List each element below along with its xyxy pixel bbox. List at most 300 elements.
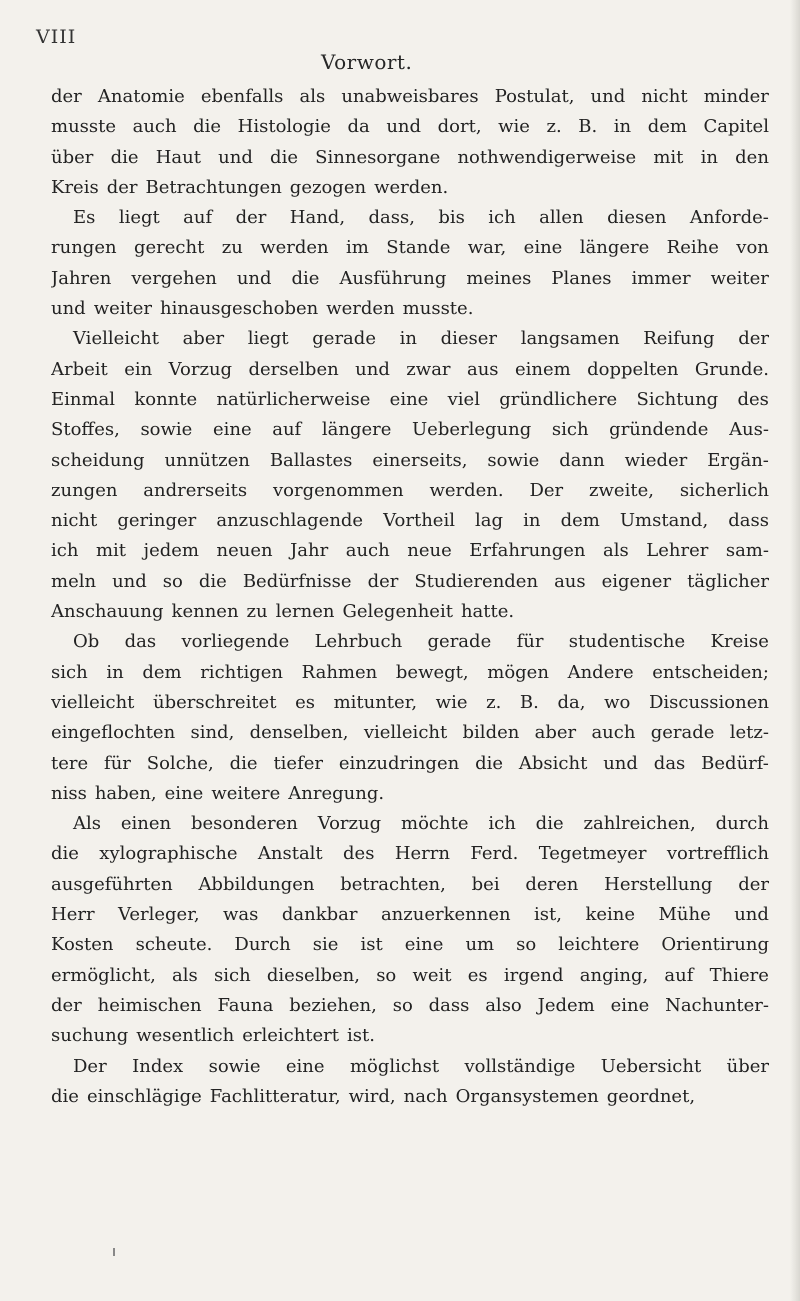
text-line: [51, 112, 769, 142]
word: der: [51, 86, 82, 107]
word: Kosten: [51, 934, 114, 956]
word: Vielleicht: [73, 328, 159, 350]
word: anzuerkennen: [380, 904, 511, 926]
word: die: [270, 146, 298, 168]
word: Aus-: [729, 419, 769, 441]
word: in: [399, 328, 417, 350]
word: hinausgeschoben: [160, 298, 319, 320]
word: eingeflochten: [51, 722, 176, 744]
word: Uebersicht: [600, 1055, 702, 1077]
word: vergehen: [131, 267, 217, 289]
word: tere: [51, 752, 89, 774]
word: bilden: [462, 722, 520, 744]
word: letz-: [729, 722, 769, 744]
word: immer: [631, 267, 691, 289]
word: möchte: [401, 813, 469, 835]
word: den: [735, 146, 769, 168]
word: ebenfalls: [200, 86, 284, 107]
word: Erfahrungen: [469, 540, 586, 562]
word: gründlichere: [499, 388, 618, 410]
word: zu: [246, 601, 268, 623]
text-line: [51, 658, 769, 688]
word: keine: [585, 904, 636, 926]
word: langsamen: [520, 328, 620, 350]
word: einen: [120, 813, 172, 835]
word: durch: [715, 813, 769, 835]
word: und: [734, 904, 769, 926]
word: Kreise: [710, 631, 769, 653]
text-line: [51, 688, 769, 718]
word: Der: [73, 1055, 107, 1077]
word: ein: [124, 358, 153, 380]
word: als: [603, 540, 629, 562]
word: Herstellung: [604, 873, 713, 895]
word: das: [124, 631, 157, 653]
word: z.: [486, 691, 502, 713]
word: ich: [51, 540, 79, 562]
word: einerseits,: [372, 449, 468, 471]
word: sam-: [725, 540, 769, 562]
word: konnte: [134, 388, 198, 410]
word: die: [475, 752, 504, 774]
word: z.: [546, 116, 562, 138]
running-head: Vorwort.: [321, 50, 413, 74]
word: Vorzug: [317, 813, 382, 835]
word: sowie: [140, 419, 193, 441]
page-edge-shadow: [790, 0, 800, 1301]
word: ist,: [534, 904, 562, 926]
word: Lehrbuch: [314, 631, 403, 653]
word: diesen: [607, 207, 667, 229]
word: sowie: [208, 1055, 261, 1077]
word: musste: [51, 116, 117, 138]
word: Haut: [155, 146, 201, 168]
text-line: [51, 870, 769, 900]
word: Arbeit: [51, 358, 108, 380]
text-line: [51, 143, 769, 173]
word: anging,: [579, 964, 649, 986]
word: Thiere: [709, 964, 769, 986]
word: in: [523, 510, 541, 532]
word: der: [235, 207, 267, 229]
word: niss: [51, 782, 87, 804]
text-line: [51, 1052, 769, 1082]
word: gezogen: [289, 176, 367, 198]
text-line: [51, 536, 769, 566]
word: Anstalt: [257, 843, 323, 865]
word: werden.: [374, 176, 449, 198]
word: Herrn: [394, 843, 450, 865]
word: ermöglicht,: [51, 964, 156, 986]
word: vielleicht: [363, 722, 448, 744]
word: einzudringen: [338, 752, 460, 774]
text-line: [51, 233, 769, 263]
word: Reihe: [666, 237, 719, 259]
word: Fauna: [217, 994, 274, 1016]
word: und: [603, 752, 638, 774]
word: was: [223, 904, 259, 926]
word: Organsystemen: [455, 1085, 599, 1107]
word: sich: [51, 661, 88, 683]
word: zwar: [406, 358, 451, 380]
text-line: [51, 597, 769, 627]
word: suchung: [51, 1025, 129, 1047]
word: es: [467, 964, 488, 986]
word: ich: [488, 207, 516, 229]
word: betrachten,: [340, 873, 446, 895]
word: Bedürfnisse: [242, 570, 352, 592]
word: Grunde.: [694, 358, 769, 380]
word: die: [51, 1085, 79, 1107]
word: es: [295, 691, 315, 713]
word: die: [535, 813, 564, 835]
word: heimischen: [97, 994, 202, 1016]
word: dann: [559, 449, 605, 471]
word: mit: [95, 540, 126, 562]
word: Tegetmeyer: [538, 843, 647, 865]
word: zweite,: [589, 479, 654, 501]
word: auf: [664, 964, 694, 986]
word: nicht: [641, 86, 688, 107]
word: Der: [529, 479, 564, 501]
word: dem: [560, 510, 600, 532]
word: besonderen: [191, 813, 298, 835]
text-line: [51, 385, 769, 415]
word: Ueberlegung: [412, 419, 532, 441]
word: Gelegenheit: [342, 601, 453, 623]
word: B.: [519, 691, 539, 713]
word: aber: [182, 328, 225, 350]
word: Orientirung: [661, 934, 769, 956]
word: des: [737, 388, 769, 410]
word: geordnet,: [606, 1085, 696, 1107]
word: Umstand,: [619, 510, 709, 532]
word: Ballastes: [269, 449, 353, 471]
word: überschreitet: [153, 691, 277, 713]
word: ist: [360, 934, 383, 956]
word: Anatomie: [97, 86, 185, 107]
word: Ob: [73, 631, 100, 653]
word: natürlicherweise: [216, 388, 371, 410]
word: da: [347, 116, 370, 138]
word: dem: [142, 661, 182, 683]
word: kennen: [171, 601, 239, 623]
word: ich: [488, 813, 516, 835]
word: eine: [389, 388, 429, 410]
word: deren: [525, 873, 579, 895]
word: Sinnesorgane: [315, 146, 441, 168]
word: dieser: [440, 328, 498, 350]
word: sind,: [190, 722, 235, 744]
word: Anregung.: [288, 782, 385, 804]
word: von: [736, 237, 769, 259]
text-line: [51, 294, 769, 324]
word: ist.: [347, 1025, 375, 1047]
word: neue: [407, 540, 452, 562]
word: Sichtung: [636, 388, 719, 410]
word: sie: [312, 934, 339, 956]
word: zahlreichen,: [583, 813, 696, 835]
word: neuen: [216, 540, 273, 562]
word: meines: [466, 267, 532, 289]
word: andrerseits: [143, 479, 248, 501]
page-number: VIII: [36, 26, 77, 48]
word: täglicher: [687, 570, 769, 592]
word: lernen: [275, 601, 335, 623]
word: eine: [404, 934, 444, 956]
word: Anforde-: [689, 207, 769, 229]
text-line: [51, 718, 769, 748]
word: der: [106, 176, 138, 198]
word: und: [590, 86, 626, 107]
word: dass: [428, 994, 470, 1016]
text-line: [51, 203, 769, 233]
word: irgend: [503, 964, 564, 986]
word: Absicht: [518, 752, 588, 774]
word: Jahren: [51, 267, 112, 289]
word: Stoffes,: [51, 419, 120, 441]
word: Lehrer: [646, 540, 709, 562]
word: und: [218, 146, 253, 168]
word: Andere: [567, 661, 634, 683]
word: werden: [326, 298, 395, 320]
word: sowie: [487, 449, 540, 471]
word: dass: [728, 510, 769, 532]
word: dort,: [437, 116, 482, 138]
word: hatte.: [460, 601, 515, 623]
page-header: [36, 22, 766, 72]
word: und: [355, 358, 390, 380]
word: für: [104, 752, 131, 774]
word: bei: [471, 873, 500, 895]
word: mitunter,: [333, 691, 418, 713]
word: so: [392, 994, 413, 1016]
word: Herr: [51, 904, 95, 926]
text-line: [51, 627, 769, 657]
word: nicht: [51, 510, 98, 532]
word: auf: [272, 419, 302, 441]
print-speck: [113, 1248, 115, 1256]
word: die: [51, 843, 79, 865]
word: scheidung: [51, 449, 145, 471]
word: auch: [345, 540, 390, 562]
word: die: [291, 267, 320, 289]
word: gerade: [427, 631, 492, 653]
word: zu: [221, 237, 243, 259]
word: gerecht: [133, 237, 205, 259]
word: Fachlitteratur,: [209, 1085, 341, 1107]
word: richtigen: [200, 661, 283, 683]
word: in: [613, 116, 632, 138]
word: vielleicht: [51, 691, 135, 713]
word: weiter: [93, 298, 153, 320]
text-line: [51, 839, 769, 869]
word: der: [51, 994, 82, 1016]
word: vortrefflich: [666, 843, 769, 865]
word: Ergän-: [707, 449, 769, 471]
word: Vortheil: [383, 510, 455, 532]
body-text: [51, 82, 769, 1112]
word: Capitel: [703, 116, 769, 138]
word: Hand,: [289, 207, 346, 229]
text-line: [51, 446, 769, 476]
word: in: [700, 146, 718, 168]
word: eigener: [601, 570, 672, 592]
word: unabweisbares: [341, 86, 479, 107]
word: tiefer: [273, 752, 323, 774]
word: auch: [591, 722, 636, 744]
text-line: [51, 476, 769, 506]
word: möglichst: [349, 1055, 440, 1077]
word: und: [236, 267, 272, 289]
word: leichtere: [558, 934, 640, 956]
word: beziehen,: [289, 994, 377, 1016]
word: nothwendigerweise: [457, 146, 637, 168]
word: aus: [466, 358, 499, 380]
word: musste.: [402, 298, 474, 320]
word: und: [112, 570, 147, 592]
text-line: [51, 1082, 769, 1112]
word: mit: [653, 146, 684, 168]
word: jedem: [143, 540, 199, 562]
word: die: [193, 116, 222, 138]
word: werden: [260, 237, 329, 259]
word: um: [465, 934, 495, 956]
word: eine: [285, 1055, 325, 1077]
word: Discussionen: [648, 691, 769, 713]
word: gründende: [609, 419, 709, 441]
word: im: [346, 237, 369, 259]
word: Verleger,: [118, 904, 200, 926]
text-line: [51, 415, 769, 445]
word: meln: [51, 570, 97, 592]
word: unnützen: [164, 449, 250, 471]
word: auf: [183, 207, 213, 229]
word: eine: [610, 994, 650, 1016]
word: die: [229, 752, 258, 774]
word: vorliegende: [181, 631, 290, 653]
word: dankbar: [281, 904, 358, 926]
text-line: [51, 900, 769, 930]
word: Betrachtungen: [145, 176, 282, 198]
word: scheute.: [135, 934, 213, 956]
word: war,: [467, 237, 507, 259]
word: wie: [498, 116, 530, 138]
word: sich: [214, 964, 251, 986]
word: der: [367, 570, 399, 592]
word: eine: [164, 782, 204, 804]
word: vollständige: [464, 1055, 576, 1077]
word: zungen: [51, 479, 118, 501]
word: längere: [321, 419, 392, 441]
word: rungen: [51, 237, 117, 259]
word: Einmal: [51, 388, 116, 410]
word: Reifung: [643, 328, 715, 350]
word: lag: [475, 510, 504, 532]
text-line: [51, 506, 769, 536]
text-line: [51, 961, 769, 991]
word: längere: [579, 237, 650, 259]
text-line: [51, 749, 769, 779]
word: Stande: [386, 237, 451, 259]
word: anzuschlagende: [216, 510, 364, 532]
word: wie: [435, 691, 468, 713]
word: mögen: [487, 661, 549, 683]
word: bewegt,: [395, 661, 469, 683]
word: werden.: [429, 479, 504, 501]
text-line: [51, 991, 769, 1021]
word: vorgenommen: [272, 479, 404, 501]
text-line: [51, 324, 769, 354]
word: Jahr: [290, 540, 329, 562]
word: wird,: [348, 1085, 396, 1107]
word: einschlägige: [86, 1085, 202, 1107]
word: aber: [534, 722, 577, 744]
text-line: [51, 82, 769, 112]
word: erleichtert: [242, 1025, 340, 1047]
word: als: [299, 86, 326, 107]
word: Jedem: [537, 994, 595, 1016]
word: Ausführung: [339, 267, 447, 289]
word: denselben,: [249, 722, 349, 744]
word: bis: [438, 207, 465, 229]
word: Rahmen: [301, 661, 378, 683]
word: für: [516, 631, 544, 653]
word: und: [386, 116, 422, 138]
word: sich: [551, 419, 589, 441]
word: Index: [132, 1055, 184, 1077]
word: Abbildungen: [198, 873, 315, 895]
text-line: [51, 355, 769, 385]
word: Mühe: [658, 904, 711, 926]
word: wieder: [624, 449, 688, 471]
word: über: [726, 1055, 769, 1077]
word: nach: [403, 1085, 448, 1107]
word: derselben: [248, 358, 339, 380]
word: so: [162, 570, 183, 592]
word: Anschauung: [51, 601, 164, 623]
word: einem: [514, 358, 571, 380]
word: Postulat,: [494, 86, 575, 107]
word: und: [51, 298, 86, 320]
word: das: [653, 752, 686, 774]
word: Bedürf-: [701, 752, 769, 774]
word: auch: [132, 116, 177, 138]
word: liegt: [118, 207, 160, 229]
text-line: [51, 264, 769, 294]
word: xylographische: [99, 843, 238, 865]
word: Als: [73, 813, 101, 835]
word: eine: [523, 237, 563, 259]
word: Kreis: [51, 176, 99, 198]
word: in: [106, 661, 124, 683]
word: ausgeführten: [51, 873, 173, 895]
word: weitere: [211, 782, 281, 804]
word: der: [738, 873, 769, 895]
word: B.: [578, 116, 598, 138]
word: aus: [554, 570, 586, 592]
word: haben,: [94, 782, 157, 804]
word: so: [516, 934, 537, 956]
word: gerade: [650, 722, 715, 744]
word: Durch: [234, 934, 291, 956]
word: da,: [557, 691, 586, 713]
word: minder: [703, 86, 769, 107]
word: so: [376, 964, 397, 986]
word: Planes: [551, 267, 612, 289]
text-line: [51, 1021, 769, 1051]
word: wo: [604, 691, 631, 713]
